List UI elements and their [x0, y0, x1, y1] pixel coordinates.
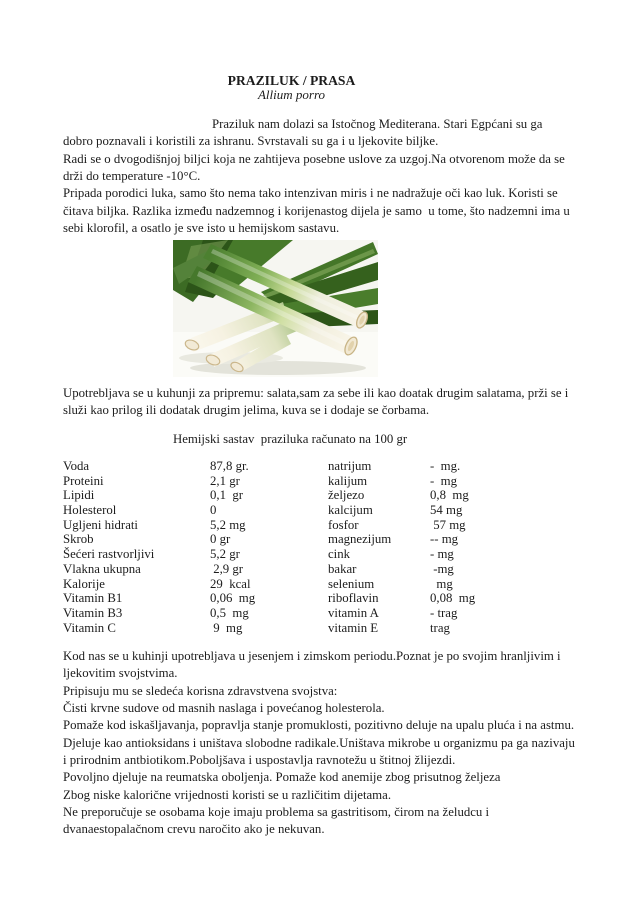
paragraph-line: Povoljno djeluje na reumatska oboljenja. Pomaže kod anemije zbog prisutnog željeza	[63, 770, 501, 785]
nutrient-label: Lipidi	[63, 488, 95, 503]
nutrient-label: magnezijum	[328, 532, 392, 547]
table-row	[63, 488, 583, 503]
nutrient-value: 9 mg	[210, 620, 243, 635]
nutrient-value: 0,08 mg	[430, 591, 476, 606]
nutrient-label: selenium	[328, 576, 375, 591]
paragraph-line: Pomaže kod iskašljavanja, popravlja stanje promuklosti, pozitivno deluje na upalu pluća i na astmu.	[63, 718, 575, 733]
nutrient-value: -mg	[430, 561, 454, 576]
nutrient-value: 29 kcal	[210, 576, 251, 591]
paragraph-line: Pripada porodici luka, samo što nema tako intenzivan miris i ne nadražuje oči kao luk. Koristi se	[63, 186, 558, 201]
nutrient-label: Šećeri rastvorljivi	[63, 547, 155, 562]
paragraph-line: drži do temperature -10°C.	[63, 169, 201, 184]
nutrient-value: - trag	[430, 605, 458, 620]
paragraph-line: Djeluje kao antioksidans i uništava slobodne radikale.Uništava mikrobe u organizmu pa ga nazivaju	[63, 735, 575, 750]
nutrient-value: 0,8 mg	[430, 488, 469, 503]
document-title: PRAZILUK / PRASA	[227, 73, 356, 88]
nutrient-value: -- mg	[430, 532, 459, 547]
paragraph-line: Čisti krvne sudove od masnih naslaga i povećanog holesterola.	[63, 701, 385, 716]
nutrient-value: - mg.	[430, 459, 461, 473]
nutrient-label: natrijum	[328, 459, 372, 473]
paragraph-line: sebi klorofil, a osatlo je sve isto u hemijskom sastavu.	[63, 221, 340, 236]
paragraph-line: Radi se o dvogodišnjoj biljci koja ne zahtijeva posebne uslove za uzgoj.Na otvorenom može da se	[63, 151, 565, 166]
paragraph-line: dvanaestopalačnom crevu naročito ako je nekuvan.	[63, 822, 325, 837]
nutrient-value: 2,9 gr	[210, 561, 244, 576]
table-row	[63, 459, 583, 474]
usage-paragraph	[63, 385, 568, 420]
nutrient-label: Vlakna ukupna	[63, 561, 141, 576]
nutrient-label: Vitamin C	[63, 620, 116, 635]
nutrient-label: željezo	[328, 488, 365, 503]
nutrient-label: vitamin E	[328, 620, 379, 635]
table-row	[63, 606, 583, 621]
nutrient-value: - mg	[430, 473, 458, 488]
nutrient-label: Proteini	[63, 473, 104, 488]
nutrient-label: Ugljeni hidrati	[63, 517, 138, 532]
paragraph-line: čitava biljka. Razlika između nadzemnog i korijenastog dijela je samo u tome, što nadzemni ima u	[63, 203, 570, 218]
nutrient-label: Voda	[63, 459, 90, 473]
nutrient-label: kalcijum	[328, 503, 373, 518]
nutrient-value: 5,2 mg	[210, 517, 246, 532]
paragraph-line: i prirodnim antbiotikom.Poboljšava i uspostavlja ravnotežu u štitnoj žlijezdi.	[63, 753, 456, 768]
nutrient-value: 0,06 mg	[210, 591, 256, 606]
table-row	[63, 547, 583, 562]
nutrient-label: Skrob	[63, 532, 94, 547]
nutrient-value: 0,1 gr	[210, 488, 244, 503]
table-row	[63, 503, 583, 518]
nutrient-value: 0 gr	[210, 532, 231, 547]
nutrient-label: fosfor	[328, 517, 359, 532]
paragraph-line: služi kao prilog ili dodatak drugim jelima, kuva se i dodaje se čorbama.	[63, 403, 430, 418]
intro-paragraphs	[63, 116, 570, 237]
paragraph-line: Pripisuju mu se sledeća korisna zdravstvena svojstva:	[63, 683, 338, 698]
nutrient-value: 0	[210, 503, 217, 518]
paragraph-line: Ne preporučuje se osobama koje imaju problema sa gastritisom, čirom na želudcu i	[63, 805, 490, 820]
nutrient-label: riboflavin	[328, 591, 379, 606]
table-row	[63, 562, 583, 577]
nutrient-value: 2,1 gr	[210, 473, 240, 488]
nutrient-label: kalijum	[328, 473, 368, 488]
nutrient-value: trag	[430, 620, 450, 635]
nutrient-value: 87,8 gr.	[210, 459, 249, 473]
nutrient-value: 57 mg	[430, 517, 466, 532]
paragraph-line: Kod nas se u kuhinji upotrebljava u jesenjem i zimskom periodu.Poznat je po svojim hranljivim i	[63, 649, 561, 663]
nutrient-label: vitamin A	[328, 605, 379, 620]
paragraph-line: ljekovitim svojstvima.	[63, 666, 178, 681]
nutrient-value: 0,5 mg	[210, 605, 249, 620]
nutrient-label: Holesterol	[63, 503, 117, 518]
species-subtitle: Allium porro	[257, 87, 326, 102]
table-row	[63, 532, 583, 547]
leek-photo-illustration	[173, 240, 378, 377]
table-row	[63, 591, 583, 606]
health-properties-paragraphs	[63, 648, 575, 839]
paragraph-line: Upotrebljava se u kuhunji za pripremu: salata,sam za sebe ili kao doatak drugim salatama, prži se i	[63, 386, 569, 400]
nutrient-label: Vitamin B1	[63, 591, 123, 606]
paragraph-line: Zbog niske kalorične vrijednosti koristi se u različitim dijetama.	[63, 787, 392, 802]
nutrient-label: cink	[328, 547, 351, 562]
table-row	[63, 474, 583, 489]
nutrient-label: bakar	[328, 561, 357, 576]
nutrient-label: Vitamin B3	[63, 605, 123, 620]
nutrient-value: 5,2 gr	[210, 547, 240, 562]
nutrition-table	[63, 459, 583, 635]
paragraph-line: dobro poznavali i koristili za ishranu. Svrstavali su ga i u ljekovite biljke.	[63, 134, 439, 149]
nutrient-value: - mg	[430, 547, 454, 562]
table-row	[63, 518, 583, 533]
leek-photo	[173, 240, 378, 377]
composition-caption: Hemijski sastav praziluka računato na 100 gr	[173, 432, 408, 446]
table-row	[63, 621, 583, 636]
nutrient-label: Kalorije	[63, 576, 105, 591]
nutrient-value: mg	[430, 576, 453, 591]
table-row	[63, 577, 583, 592]
document-header	[63, 73, 520, 103]
paragraph-line: Praziluk nam dolazi sa Istočnog Mediterana. Stari Egpćani su ga	[212, 117, 543, 131]
nutrient-value: 54 mg	[430, 503, 463, 518]
